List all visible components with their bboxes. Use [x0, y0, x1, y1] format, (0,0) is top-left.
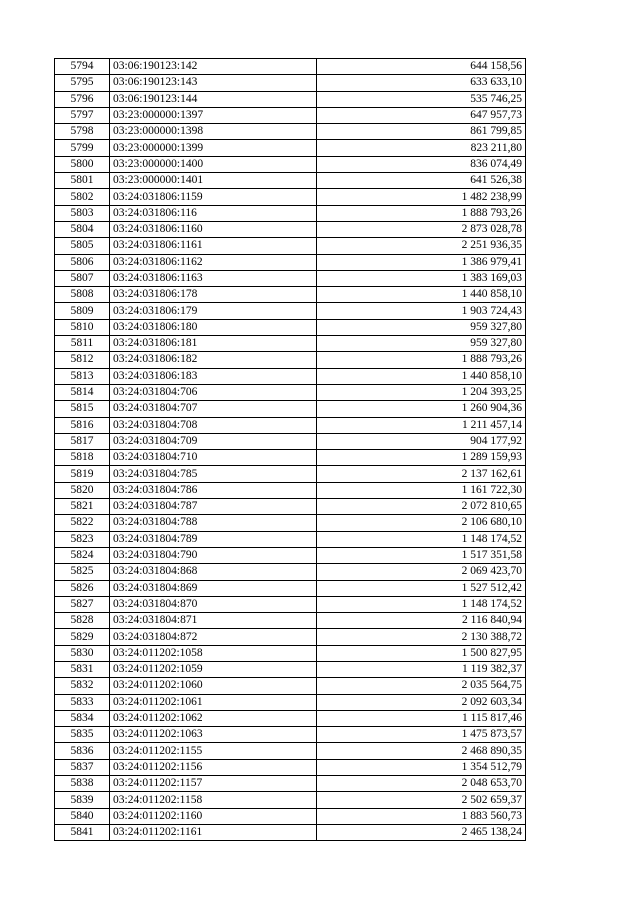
table-row	[55, 727, 526, 743]
table-row	[55, 515, 526, 531]
cadastral-number-cell: 03:24:031804:871	[110, 613, 317, 629]
row-number-cell: 5837	[55, 759, 110, 775]
table-row	[55, 91, 526, 107]
cadastral-value-cell: 1 500 827,95	[317, 645, 526, 661]
table-row	[55, 580, 526, 596]
cadastral-number-cell: 03:24:031804:785	[110, 466, 317, 482]
table-row	[55, 287, 526, 303]
cadastral-value-cell: 2 072 810,65	[317, 499, 526, 515]
row-number-cell: 5825	[55, 564, 110, 580]
cadastral-number-cell: 03:24:011202:1160	[110, 808, 317, 824]
row-number-cell: 5805	[55, 238, 110, 254]
cadastral-value-cell: 2 106 680,10	[317, 515, 526, 531]
table-row	[55, 270, 526, 286]
row-number-cell: 5797	[55, 107, 110, 123]
row-number-cell: 5833	[55, 694, 110, 710]
table-row	[55, 417, 526, 433]
cadastral-number-cell: 03:23:000000:1397	[110, 107, 317, 123]
cadastral-number-cell: 03:24:011202:1060	[110, 678, 317, 694]
table-row	[55, 482, 526, 498]
cadastral-number-cell: 03:24:031804:870	[110, 596, 317, 612]
table-row	[55, 645, 526, 661]
table-row	[55, 710, 526, 726]
cadastral-value-cell: 904 177,92	[317, 433, 526, 449]
row-number-cell: 5828	[55, 613, 110, 629]
table-row	[55, 156, 526, 172]
row-number-cell: 5839	[55, 792, 110, 808]
cadastral-number-cell: 03:23:000000:1401	[110, 173, 317, 189]
table-row	[55, 596, 526, 612]
cadastral-number-cell: 03:24:031806:1160	[110, 221, 317, 237]
cadastral-number-cell: 03:24:031804:708	[110, 417, 317, 433]
table-row	[55, 319, 526, 335]
row-number-cell: 5817	[55, 433, 110, 449]
cadastral-value-cell: 1 383 169,03	[317, 270, 526, 286]
cadastral-value-cell: 1 888 793,26	[317, 352, 526, 368]
table-row	[55, 564, 526, 580]
cadastral-value-cell: 1 475 873,57	[317, 727, 526, 743]
cadastral-number-cell: 03:24:031806:178	[110, 287, 317, 303]
row-number-cell: 5834	[55, 710, 110, 726]
cadastral-value-cell: 2 130 388,72	[317, 629, 526, 645]
cadastral-value-cell: 836 074,49	[317, 156, 526, 172]
cadastral-number-cell: 03:06:190123:142	[110, 59, 317, 75]
cadastral-value-cell: 2 048 653,70	[317, 776, 526, 792]
table-row	[55, 694, 526, 710]
row-number-cell: 5810	[55, 319, 110, 335]
cadastral-value-cell: 647 957,73	[317, 107, 526, 123]
row-number-cell: 5802	[55, 189, 110, 205]
row-number-cell: 5829	[55, 629, 110, 645]
row-number-cell: 5799	[55, 140, 110, 156]
row-number-cell: 5807	[55, 270, 110, 286]
row-number-cell: 5824	[55, 547, 110, 563]
table-row	[55, 254, 526, 270]
table-row	[55, 531, 526, 547]
row-number-cell: 5800	[55, 156, 110, 172]
cadastral-number-cell: 03:24:031804:787	[110, 499, 317, 515]
row-number-cell: 5831	[55, 661, 110, 677]
table-row	[55, 140, 526, 156]
cadastral-value-cell: 1 903 724,43	[317, 303, 526, 319]
cadastral-number-cell: 03:24:031804:789	[110, 531, 317, 547]
cadastral-value-cell: 1 440 858,10	[317, 368, 526, 384]
cadastral-value-cell: 1 161 722,30	[317, 482, 526, 498]
table-body	[55, 59, 526, 841]
row-number-cell: 5806	[55, 254, 110, 270]
cadastral-number-cell: 03:24:031804:706	[110, 384, 317, 400]
row-number-cell: 5827	[55, 596, 110, 612]
cadastral-number-cell: 03:24:031804:868	[110, 564, 317, 580]
cadastral-number-cell: 03:06:190123:144	[110, 91, 317, 107]
table-row	[55, 466, 526, 482]
row-number-cell: 5814	[55, 384, 110, 400]
row-number-cell: 5838	[55, 776, 110, 792]
cadastral-number-cell: 03:24:011202:1155	[110, 743, 317, 759]
table-row	[55, 205, 526, 221]
table-row	[55, 107, 526, 123]
cadastral-value-cell: 2 251 936,35	[317, 238, 526, 254]
cadastral-number-cell: 03:24:031804:709	[110, 433, 317, 449]
cadastral-number-cell: 03:24:031806:1161	[110, 238, 317, 254]
cadastral-value-cell: 641 526,38	[317, 173, 526, 189]
cadastral-value-cell: 2 137 162,61	[317, 466, 526, 482]
table-row	[55, 776, 526, 792]
cadastral-value-cell: 959 327,80	[317, 319, 526, 335]
cadastral-number-cell: 03:24:031806:116	[110, 205, 317, 221]
table-row	[55, 221, 526, 237]
row-number-cell: 5813	[55, 368, 110, 384]
table-row	[55, 368, 526, 384]
cadastral-number-cell: 03:24:031804:872	[110, 629, 317, 645]
table-row	[55, 303, 526, 319]
row-number-cell: 5841	[55, 824, 110, 840]
row-number-cell: 5815	[55, 401, 110, 417]
row-number-cell: 5804	[55, 221, 110, 237]
cadastral-value-cell: 2 468 890,35	[317, 743, 526, 759]
cadastral-value-cell: 2 092 603,34	[317, 694, 526, 710]
table-row	[55, 189, 526, 205]
cadastral-number-cell: 03:24:031806:1159	[110, 189, 317, 205]
row-number-cell: 5812	[55, 352, 110, 368]
cadastral-value-cell: 1 148 174,52	[317, 531, 526, 547]
cadastral-value-cell: 2 465 138,24	[317, 824, 526, 840]
cadastral-number-cell: 03:23:000000:1400	[110, 156, 317, 172]
table-row	[55, 173, 526, 189]
cadastral-number-cell: 03:24:011202:1156	[110, 759, 317, 775]
table-row	[55, 384, 526, 400]
table-row	[55, 613, 526, 629]
cadastral-number-cell: 03:24:031804:790	[110, 547, 317, 563]
cadastral-number-cell: 03:24:011202:1058	[110, 645, 317, 661]
cadastral-value-cell: 1 148 174,52	[317, 596, 526, 612]
table-row	[55, 401, 526, 417]
table-row	[55, 661, 526, 677]
cadastral-value-cell: 1 289 159,93	[317, 450, 526, 466]
row-number-cell: 5820	[55, 482, 110, 498]
cadastral-value-cell: 2 035 564,75	[317, 678, 526, 694]
row-number-cell: 5803	[55, 205, 110, 221]
cadastral-value-cell: 633 633,10	[317, 75, 526, 91]
cadastral-value-cell: 535 746,25	[317, 91, 526, 107]
table-row	[55, 743, 526, 759]
row-number-cell: 5835	[55, 727, 110, 743]
cadastral-value-cell: 2 502 659,37	[317, 792, 526, 808]
cadastral-number-cell: 03:24:011202:1062	[110, 710, 317, 726]
table-row	[55, 433, 526, 449]
cadastral-number-cell: 03:24:031804:710	[110, 450, 317, 466]
cadastral-value-cell: 1 527 512,42	[317, 580, 526, 596]
cadastral-number-cell: 03:24:031804:786	[110, 482, 317, 498]
row-number-cell: 5832	[55, 678, 110, 694]
table-row	[55, 678, 526, 694]
cadastral-value-cell: 959 327,80	[317, 336, 526, 352]
cadastral-number-cell: 03:24:031806:181	[110, 336, 317, 352]
cadastral-value-cell: 2 873 028,78	[317, 221, 526, 237]
table-row	[55, 759, 526, 775]
cadastral-number-cell: 03:24:031806:180	[110, 319, 317, 335]
table-row	[55, 547, 526, 563]
row-number-cell: 5796	[55, 91, 110, 107]
cadastral-value-cell: 861 799,85	[317, 124, 526, 140]
cadastral-number-cell: 03:24:011202:1059	[110, 661, 317, 677]
cadastral-value-cell: 2 116 840,94	[317, 613, 526, 629]
table-row	[55, 238, 526, 254]
table-row	[55, 336, 526, 352]
row-number-cell: 5819	[55, 466, 110, 482]
table-row	[55, 75, 526, 91]
cadastral-value-cell: 1 260 904,36	[317, 401, 526, 417]
cadastral-value-cell: 1 517 351,58	[317, 547, 526, 563]
row-number-cell: 5798	[55, 124, 110, 140]
cadastral-number-cell: 03:24:031806:1163	[110, 270, 317, 286]
row-number-cell: 5836	[55, 743, 110, 759]
row-number-cell: 5794	[55, 59, 110, 75]
table-row	[55, 808, 526, 824]
row-number-cell: 5801	[55, 173, 110, 189]
row-number-cell: 5822	[55, 515, 110, 531]
table-row	[55, 124, 526, 140]
table-row	[55, 499, 526, 515]
cadastral-number-cell: 03:24:011202:1161	[110, 824, 317, 840]
table-row	[55, 450, 526, 466]
table-row	[55, 59, 526, 75]
table-row	[55, 792, 526, 808]
cadastral-value-cell: 1 888 793,26	[317, 205, 526, 221]
row-number-cell: 5823	[55, 531, 110, 547]
cadastral-value-cell: 1 204 393,25	[317, 384, 526, 400]
row-number-cell: 5818	[55, 450, 110, 466]
cadastral-number-cell: 03:24:031806:1162	[110, 254, 317, 270]
row-number-cell: 5826	[55, 580, 110, 596]
cadastral-value-cell: 823 211,80	[317, 140, 526, 156]
row-number-cell: 5830	[55, 645, 110, 661]
row-number-cell: 5809	[55, 303, 110, 319]
cadastral-number-cell: 03:24:031806:183	[110, 368, 317, 384]
cadastral-number-cell: 03:24:031806:182	[110, 352, 317, 368]
table-row	[55, 824, 526, 840]
table-row	[55, 352, 526, 368]
cadastral-value-cell: 1 482 238,99	[317, 189, 526, 205]
cadastral-number-cell: 03:06:190123:143	[110, 75, 317, 91]
row-number-cell: 5821	[55, 499, 110, 515]
cadastral-number-cell: 03:24:031804:788	[110, 515, 317, 531]
table-row	[55, 629, 526, 645]
cadastral-number-cell: 03:24:011202:1157	[110, 776, 317, 792]
cadastral-value-cell: 1 440 858,10	[317, 287, 526, 303]
row-number-cell: 5811	[55, 336, 110, 352]
row-number-cell: 5795	[55, 75, 110, 91]
cadastral-value-cell: 1 115 817,46	[317, 710, 526, 726]
cadastral-value-cell: 644 158,56	[317, 59, 526, 75]
cadastral-value-cell: 1 211 457,14	[317, 417, 526, 433]
row-number-cell: 5808	[55, 287, 110, 303]
cadastral-number-cell: 03:24:031804:707	[110, 401, 317, 417]
cadastral-value-cell: 1 883 560,73	[317, 808, 526, 824]
cadastral-number-cell: 03:24:011202:1158	[110, 792, 317, 808]
cadastral-number-cell: 03:23:000000:1399	[110, 140, 317, 156]
cadastral-number-cell: 03:24:031804:869	[110, 580, 317, 596]
cadastral-number-cell: 03:24:011202:1061	[110, 694, 317, 710]
cadastral-value-cell: 1 119 382,37	[317, 661, 526, 677]
cadastral-number-cell: 03:23:000000:1398	[110, 124, 317, 140]
cadastral-value-cell: 1 386 979,41	[317, 254, 526, 270]
row-number-cell: 5816	[55, 417, 110, 433]
cadastral-number-cell: 03:24:031806:179	[110, 303, 317, 319]
row-number-cell: 5840	[55, 808, 110, 824]
cadastral-value-table	[54, 58, 526, 841]
cadastral-value-cell: 2 069 423,70	[317, 564, 526, 580]
cadastral-number-cell: 03:24:011202:1063	[110, 727, 317, 743]
cadastral-value-cell: 1 354 512,79	[317, 759, 526, 775]
